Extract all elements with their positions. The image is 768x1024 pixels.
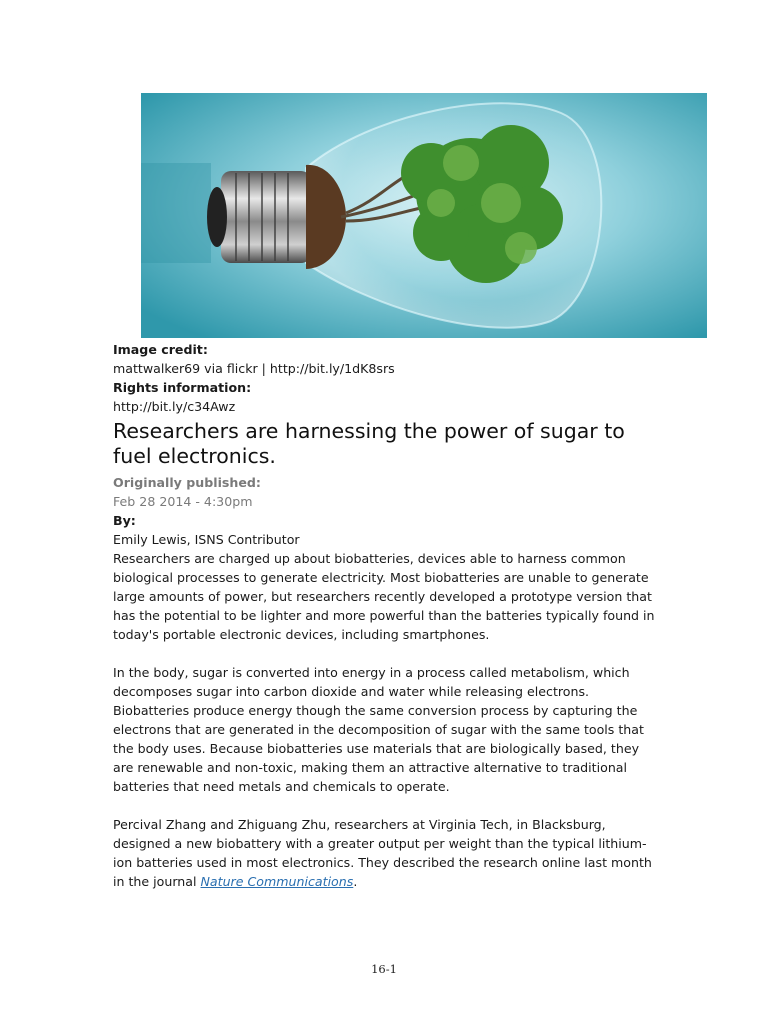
byline-author: Emily Lewis, ISNS Contributor <box>113 532 300 547</box>
published-date: Feb 28 2014 - 4:30pm <box>113 494 253 509</box>
page-number: 16-1 <box>371 962 397 976</box>
paragraph-3-end: . <box>353 874 358 889</box>
rights-information-label: Rights information: <box>113 380 252 395</box>
article-hero-image <box>141 93 707 338</box>
lightbulb-tree-icon <box>141 93 707 338</box>
rights-information-value: http://bit.ly/c34Awz <box>113 399 236 414</box>
article-content <box>113 340 658 891</box>
image-credit-label: Image credit: <box>113 342 208 357</box>
article-paragraph-3 <box>113 815 658 891</box>
nature-communications-link[interactable]: Nature Communications <box>200 874 354 889</box>
published-label: Originally published: <box>113 475 261 490</box>
paragraph-3-text: Percival Zhang and Zhiguang Zhu, researchers at Virginia Tech, in Blacksburg, designed a new biobattery with a greater output per weight than the typical lithium-ion batteries used in most electronics. They described the research online last month in the journal <box>113 817 652 889</box>
article-headline: Researchers are harnessing the power of sugar to fuel electronics. <box>113 419 625 468</box>
article-paragraph-2: In the body, sugar is converted into energy in a process called metabolism, which decomposes sugar into carbon dioxide and water while releasing electrons. Biobatteries produce energy though the same conversion process by capturing the electrons that are generated in the decomposition of sugar with the same tools that the body uses. Because biobatteries use materials that are biologically based, they are renewable and non-toxic, making them an attractive alternative to traditional batteries that need metals and chemicals to operate. <box>113 665 644 794</box>
image-credit-value: mattwalker69 via flickr | http://bit.ly/1dK8srs <box>113 361 395 376</box>
article-paragraph-1: Researchers are charged up about biobatteries, devices able to harness common biological processes to generate electricity. Most biobatteries are unable to generate large amounts of power, but researchers recently developed a prototype version that has the potential to be lighter and more powerful than the batteries typically found in today's portable electronic devices, including smartphones. <box>113 551 655 642</box>
byline-label: By: <box>113 513 136 528</box>
